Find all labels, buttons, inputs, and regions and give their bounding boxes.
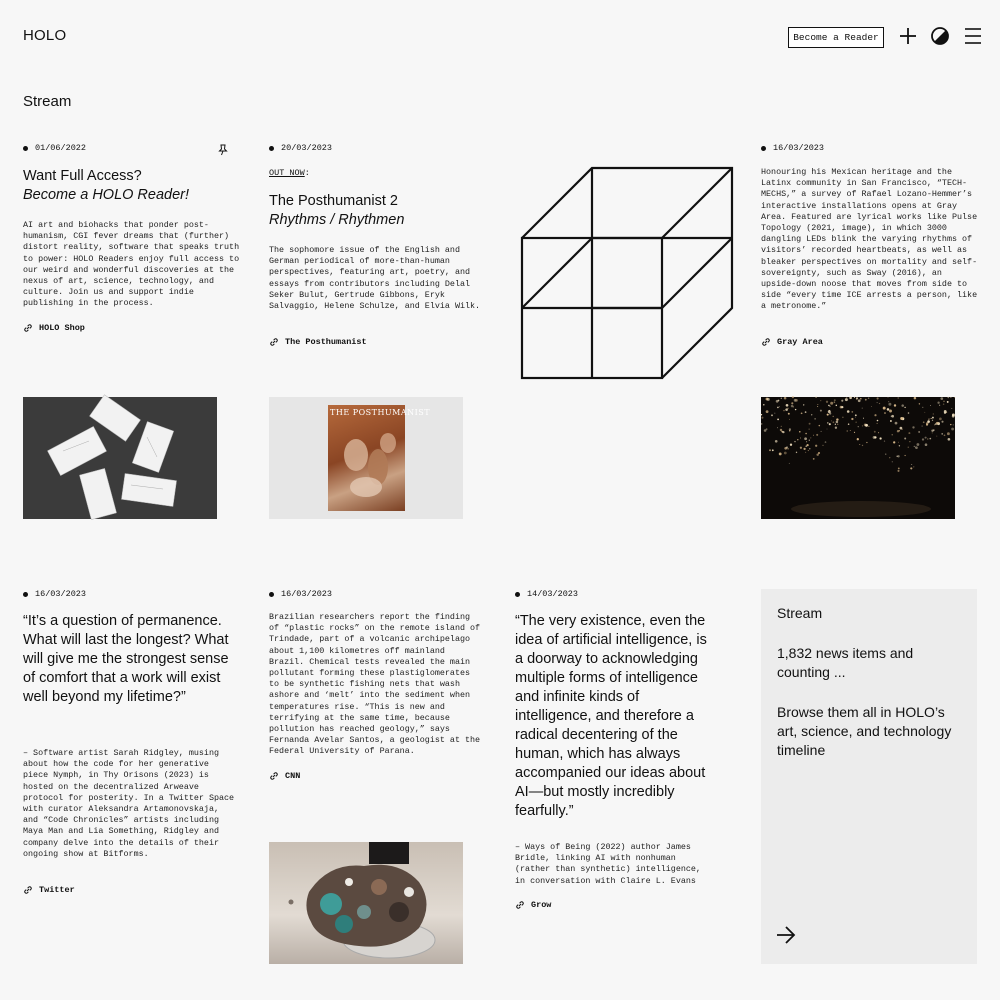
menu-icon[interactable] xyxy=(962,25,984,47)
card-image-magazine[interactable] xyxy=(269,397,463,519)
card-body: – Software artist Sarah Ridgley, musing about how the code for her generative piece Nymph, in Thy Orisons (2023) is hosted on the decentralized Arweave protocol for posterity. In a Twitter Space with curator Aleksandra Artamonovskaja, and “Code Chronicles” artists including Maya Man and Lia Something, Ridgley and company delve into the details of their ongoing show at Bitforms. xyxy=(23,748,235,859)
card-quote: “It’s a question of permanence. What will last the longest? What will give me the strongest sense of comfort that a work will exist well beyond my lifetime?” xyxy=(23,613,229,705)
pin-icon[interactable] xyxy=(218,143,228,161)
card-date: 16/03/2023 xyxy=(23,589,86,599)
card-image-led-installation[interactable] xyxy=(761,397,955,519)
become-reader-button[interactable]: Become a Reader xyxy=(788,27,884,48)
holo-logo[interactable]: HOLO xyxy=(23,27,67,44)
page-title: Stream xyxy=(23,93,72,110)
card-date: 16/03/2023 xyxy=(761,143,824,153)
card-link[interactable]: HOLO Shop xyxy=(23,323,85,333)
stream-card-title: Stream xyxy=(777,605,823,621)
link-icon xyxy=(23,885,33,895)
contrast-icon[interactable] xyxy=(929,25,951,47)
stream-card-cta: Browse them all in HOLO’s art, science, and technology timeline xyxy=(777,704,952,758)
card-title: The Posthumanist 2 xyxy=(269,193,398,209)
card-title: Want Full Access? xyxy=(23,168,142,184)
card-date: 16/03/2023 xyxy=(269,589,332,599)
card-body: AI art and biohacks that ponder post-humanism, CGI fever dreams that (further) distort reality, software that speaks truth to power: HOLO Readers enjoy full access to our weird and wonderful discoveries at the nexus of art, science, technology, and culture. Join us and support indie publishing in the process. xyxy=(23,220,240,309)
magazine-title: THE POSTHUMANIST xyxy=(330,408,431,417)
card-link[interactable]: The Posthumanist xyxy=(269,337,367,347)
card-subtitle: Become a HOLO Reader! xyxy=(23,187,190,203)
card-date: 14/03/2023 xyxy=(515,589,578,599)
card-image-plastic-rock[interactable] xyxy=(269,842,463,964)
arrow-right-icon[interactable] xyxy=(775,925,797,950)
card-body: Brazilian researchers report the finding of “plastic rocks” on the remote island of Trindade, part of a volcanic archipelago about 1,100 kilometres off mainland Brazil. Chemical tests revealed the main pollutant forming these plastiglomerates to be synthetic fishing nets that wash ashore and ‘melt’ into the sediment when temperatures rise. “This is new and terrifying at the same time, because pollution has reached geology,” says Fernanda Avelar Santos, a geologist at the Federal University of Parana. xyxy=(269,612,481,757)
card-subtitle: Rhythms / Rhythmen xyxy=(269,212,405,228)
card-kicker: OUT NOW: xyxy=(269,168,310,178)
card-body: Honouring his Mexican heritage and the Latinx community in San Francisco, “TECH-MECHS,” a survey of Rafael Lozano-Hemmer’s interactive installations opens at Gray Area. Featured are lyrical works like Pulse Topology (2021, image), in which 3000 dangling LEDs blink the varying rhythms of visitors’ recorded heartbeats, as well as bleaker perspectives on mortality and self-sovereignty, such as Sway (2016), an upside-down noose that moves from side to side “every time ICE arrests a person, like a metronome.” xyxy=(761,167,978,312)
card-body: – Ways of Being (2022) author James Bridle, linking AI with nonhuman (rather than synthetic) intelligence, in conversation with Claire L. Evans xyxy=(515,842,701,886)
card-link[interactable]: Twitter xyxy=(23,885,75,895)
stream-card-count: 1,832 news items and counting ... xyxy=(777,645,914,680)
card-date: 20/03/2023 xyxy=(269,143,332,153)
card-date: 01/06/2022 xyxy=(23,143,86,153)
link-icon xyxy=(761,337,771,347)
cube-graphic xyxy=(519,166,735,387)
stream-promo-card[interactable] xyxy=(761,589,977,964)
card-quote: “The very existence, even the idea of artificial intelligence, is a doorway to acknowledging multiple forms of intelligence and infinite kinds of intelligence, and therefore a radical decentering of the human, which has always accompanied our ideas about AI—but mostly incredibly fearfully.” xyxy=(515,613,707,819)
card-link[interactable]: Grow xyxy=(515,900,551,910)
link-icon xyxy=(269,337,279,347)
plus-icon[interactable] xyxy=(897,25,919,47)
card-link[interactable]: CNN xyxy=(269,771,300,781)
card-link[interactable]: Gray Area xyxy=(761,337,823,347)
link-icon xyxy=(23,323,33,333)
link-icon xyxy=(515,900,525,910)
card-body: The sophomore issue of the English and German periodical of more-than-human perspectives, featuring art, poetry, and essays from contributors including Delal Seker Bulut, Gertrude Gibbons, Eryk Salvaggio, Helene Schulze, and Elvia Wilk. xyxy=(269,245,481,312)
card-image-cards[interactable] xyxy=(23,397,217,519)
link-icon xyxy=(269,771,279,781)
